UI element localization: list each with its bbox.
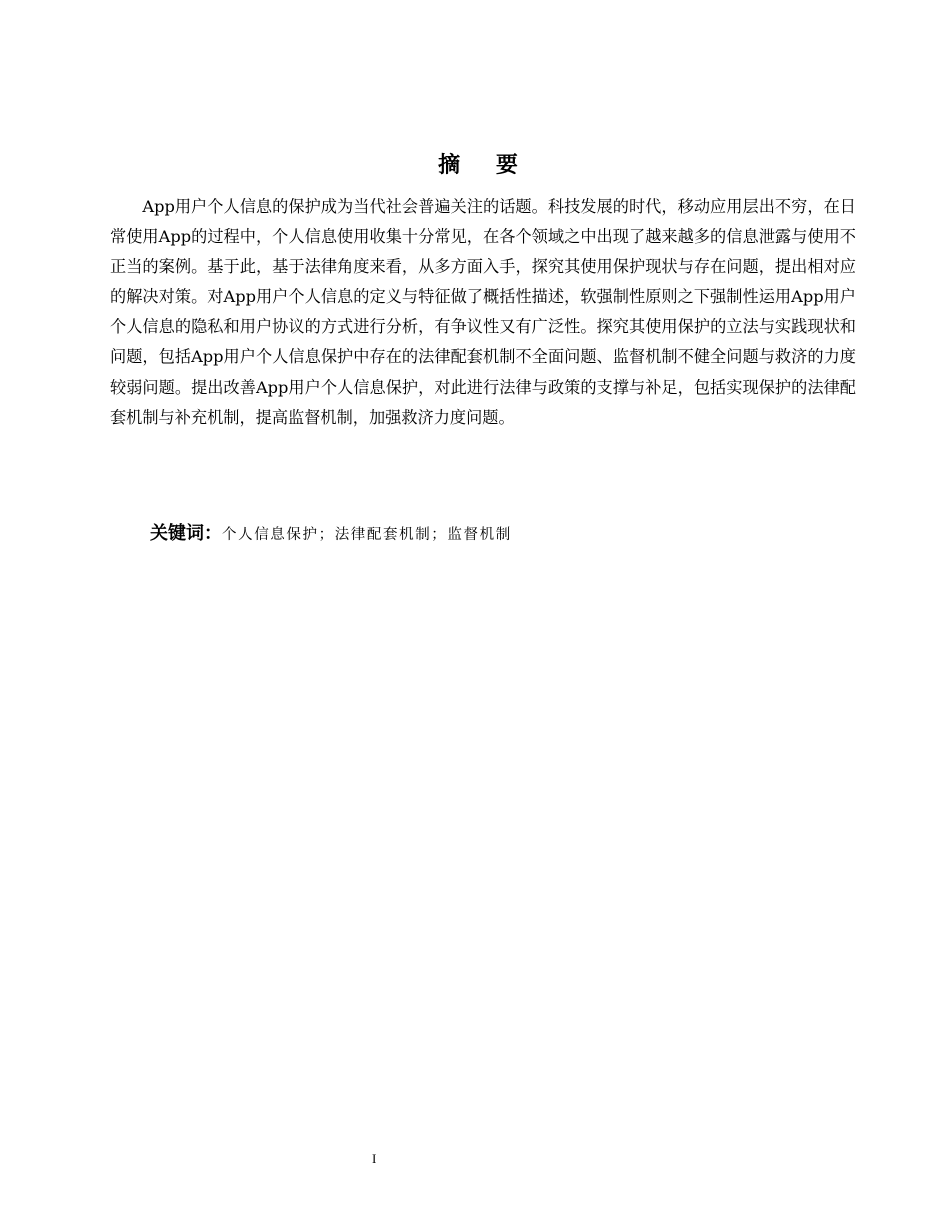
abstract-title: 摘 要 xyxy=(438,153,532,178)
keywords-line xyxy=(150,519,850,550)
abstract-paragraph: App用户个人信息的保护成为当代社会普遍关注的话题。科技发展的时代，移动应用层出不穷，在日常使用App的过程中，个人信息使用收集十分常见，在各个领域之中出现了越来越多的信息泄露与使用不正当的案例。基于此，基于法律角度来看，从多方面入手，探究其使用保护现状与存在问题，提出相对应的解决对策。对App用户个人信息的定义与特征做了概括性描述，软强制性原则之下强制性运用App用户个人信息的隐私和用户协议的方式进行分析，有争议性又有广泛性。探究其使用保护的立法与实践现状和问题，包括App用户个人信息保护中存在的法律配套机制不全面问题、监督机制不健全问题与救济的力度较弱问题。提出改善App用户个人信息保护，对此进行法律与政策的支撑与补足，包括实现保护的法律配套机制与补充机制，提高监督机制，加强救济力度问题。 xyxy=(110,197,856,427)
page-number: I xyxy=(372,1151,377,1166)
keywords-content: 个人信息保护；法律配套机制；监督机制 xyxy=(222,527,512,543)
keywords-label: 关键词： xyxy=(150,523,222,544)
